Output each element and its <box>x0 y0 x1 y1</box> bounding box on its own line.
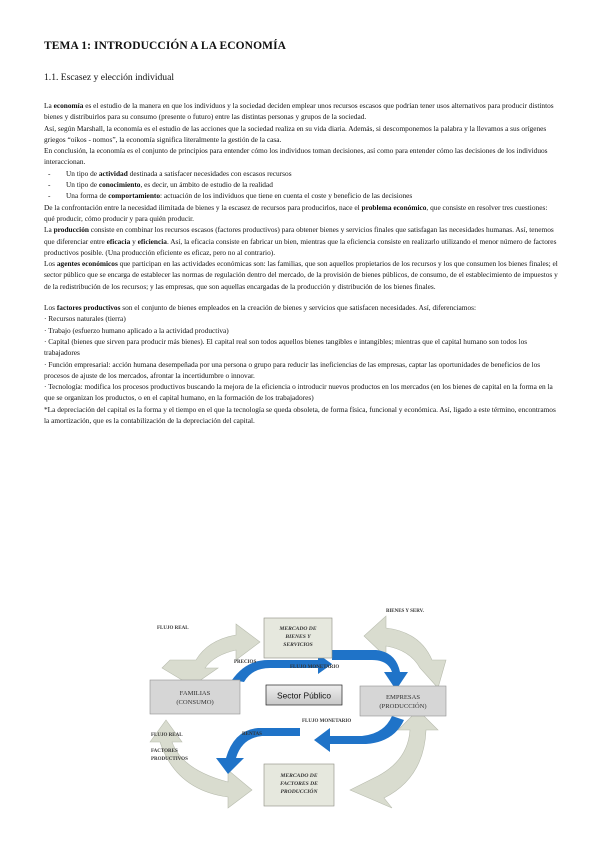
page-title: TEMA 1: INTRODUCCIÓN A LA ECONOMÍA <box>44 40 287 52</box>
svg-text:SERVICIOS <box>283 642 312 648</box>
empresas-sublabel: (PRODUCCIÓN) <box>379 703 427 710</box>
svg-text:FACTORES <box>151 749 178 754</box>
svg-text:RENTAS <box>242 732 262 737</box>
paragraph-conclusion: En conclusión, la economía es el conjunto de principios para entender cómo los individuos toman decisiones, así como para entender cómo las decisiones de los individuos interaccionan. <box>44 146 548 167</box>
paragraph-marshall: Así, según Marshall, la economía es el estudio de las acciones que la sociedad realiza en su vida diaria. Además, si descomponemos la palabra y la llevamos a sus orígenes griegos “oikos - nomos”, la economía significa literalmente la gestión de la casa. <box>44 123 547 144</box>
svg-text:Sector Público <box>277 691 331 701</box>
empresas-label: EMPRESAS <box>385 694 421 701</box>
svg-text:FACTORES DE <box>280 781 318 787</box>
svg-text:FLUJO REAL <box>157 626 189 631</box>
svg-text:MERCADO DE <box>279 773 317 779</box>
mercado-factores-line: PRODUCCIÓN <box>280 789 318 795</box>
svg-text:EMPRESAS <box>386 694 420 701</box>
mercado-bienes-line: BIENES Y <box>285 634 311 640</box>
familias-label: FAMILIAS <box>179 690 211 697</box>
rentas-label: RENTAS <box>242 732 262 737</box>
paragraph-produccion: La producción consiste en combinar los recursos escasos (factores productivos) para obtener bienes y servicios finales que satisfagan las necesidades humanas. Así, tenemos que diferenciar entre eficacia y eficiencia. Así, la eficacia consiste en fabricar un bien, mientras que la eficiencia consiste en realizarlo utilizando el menor número de factores productivos posible. (Una producción eficiente es eficaz, pero no al contrario). <box>44 225 557 257</box>
section-heading: 1.1. Escasez y elección individual <box>44 72 175 83</box>
sector-publico-label: Sector Público <box>277 690 331 701</box>
svg-text:FLUJO MONETARIO <box>290 665 339 670</box>
bullet-actividad: - Un tipo de actividad destinada a satisfacer necesidades con escasos recursos <box>48 168 292 178</box>
bullet-conocimiento: - Un tipo de conocimiento, es decir, un ámbito de estudio de la realidad <box>48 180 273 190</box>
factor-item: · Trabajo (esfuerzo humano aplicado a la actividad productiva) <box>44 325 229 335</box>
svg-text:BIENES Y <box>284 634 311 640</box>
empresas-box <box>360 686 446 716</box>
svg-text:(CONSUMO) <box>176 699 213 706</box>
familias-box <box>150 680 240 714</box>
factor-item: · Función empresarial: acción humana desempeñada por una persona o grupo para reducir las ineficiencias de las empresas, captar las oportunidades de beneficios de los procesos de ajuste de los mercados, afrontar la incertidumbre o innovar. <box>44 359 541 380</box>
flujo-monetario-bottom-label: FLUJO MONETARIO <box>302 719 352 724</box>
mercado-factores-line: FACTORES DE <box>280 781 318 787</box>
svg-text:FAMILIAS <box>180 690 211 697</box>
flujo-monetario-arrow-right <box>332 650 408 690</box>
factor-item: · Tecnología: modifica los procesos productivos buscando la mejora de la eficiencia o introducir nuevos productos en los mercados (en los bienes de capital en la forma en la que se organizan los productos, o en el capital humano, en la formación de los trabajadores) <box>44 382 553 403</box>
svg-text:PRECIOS <box>234 660 256 665</box>
svg-text:FLUJO REAL <box>151 733 183 738</box>
paragraph-economia: La economía es el estudio de la manera en que los individuos y la sociedad deciden emplear unos recursos escasos que podrían tener usos alternativos para producir distintos bienes y distribuirlos para su consumo (presente o futuro) entre las distintas personas y grupos de la sociedad. <box>44 101 554 122</box>
flujo-real-top-label: FLUJO REAL <box>157 626 189 631</box>
flujo-monetario-top-label: FLUJO MONETARIO <box>290 665 340 670</box>
factores-label: FACTORES <box>151 749 178 754</box>
svg-text:(PRODUCCIÓN) <box>379 702 426 710</box>
svg-text:BIENES Y SERV. <box>386 609 425 614</box>
mercado-bienes-line: SERVICIOS <box>283 642 313 648</box>
svg-text:MERCADO DE <box>278 626 316 632</box>
paragraph-problema: De la confrontación entre la necesidad ilimitada de bienes y la escasez de recursos para producirlos, nace el problema económico, que consiste en resolver tres cuestiones: qué producir, cómo producir y para quién producir. <box>44 202 548 223</box>
factor-item: · Recursos naturales (tierra) <box>44 314 126 324</box>
factores-label: PRODUCTIVOS <box>151 757 188 762</box>
flujo-real-bottom-label: FLUJO REAL <box>151 733 183 738</box>
bienes-serv-label: BIENES Y SERV. <box>386 609 424 614</box>
svg-text:PRODUCTIVOS <box>151 757 188 762</box>
mercado-factores-line: MERCADO DE <box>280 773 318 779</box>
paragraph-factores: Los factores productivos son el conjunto de bienes empleados en la creación de bienes y servicios que satisfacen necesidades. Así, diferenciamos: <box>44 303 477 313</box>
factor-item: · Capital (bienes que sirven para producir más bienes). El capital real son todos aquellos bienes tangibles e intangibles; mientras que el capital humano son todos los trabajadores <box>44 336 528 358</box>
svg-text:FLUJO MONETARIO <box>302 719 351 724</box>
depreciation-note: *La depreciación del capital es la forma y el tiempo en el que la tecnología se queda obsoleta, de forma física, funcional y económica. Así, ligado a este término, encontramos la amortización, que es la contabilización de la depreciación del capital. <box>44 404 556 426</box>
document-page <box>44 40 558 426</box>
svg-text:PRODUCCIÓN <box>281 787 319 795</box>
familias-sublabel: (CONSUMO) <box>176 699 214 706</box>
precios-label: PRECIOS <box>234 660 257 665</box>
paragraph-agentes: Los agentes económicos que participan en las actividades económicas son: las familias, que son aquellos propietarios de los recursos y los que consumen los bienes finales; el sector público que se encarga de establecer las normas de regulación dentro del mercado, de la provisión de bienes públicos, de consumo, de el establecimiento de impuestos y de la redistribución de los recursos; y las empresas, que son aquellas encargadas de la producción y distribución de los bienes finales. <box>44 259 558 291</box>
mercado-bienes-line: MERCADO DE <box>279 626 317 632</box>
bullet-comportamiento: - Una forma de comportamiento: actuación de los individuos que tiene en cuenta el coste y beneficio de las decisiones <box>48 191 413 201</box>
